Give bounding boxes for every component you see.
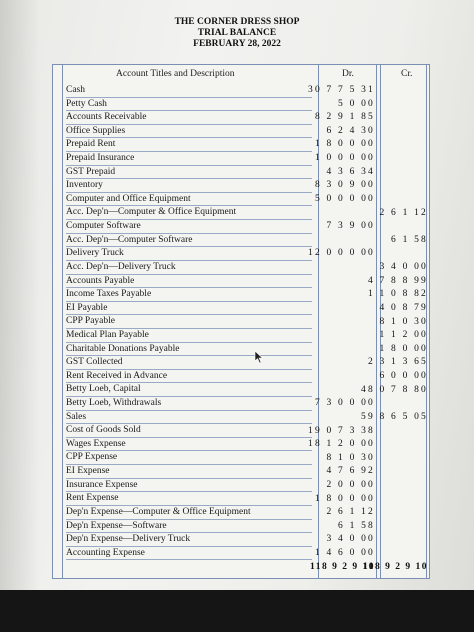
photo-edge-shadow <box>0 0 40 590</box>
account-row: Insurance Expense <box>66 479 312 493</box>
account-column-header: Account Titles and Description <box>116 69 235 79</box>
debit-amount: 6 1 58 <box>338 520 375 531</box>
account-row: Wages Expense <box>66 438 312 452</box>
account-row: Prepaid Rent <box>66 138 312 152</box>
debit-amount: 2 6 1 12 <box>326 507 375 518</box>
debit-amount: 1 4 6 0 00 <box>315 548 375 559</box>
account-row: Acc. Dep'n—Computer Software <box>66 234 312 248</box>
account-row: Charitable Donations Payable <box>66 343 312 357</box>
credit-amount: 1 8 0 00 <box>379 343 428 354</box>
account-row: Betty Loeb, Capital <box>66 383 312 397</box>
account-row: Acc. Dep'n—Delivery Truck <box>66 261 312 275</box>
company-name: THE CORNER DRESS SHOP <box>174 17 300 27</box>
credit-total: 118 9 2 9 10 <box>363 561 428 572</box>
account-row: Office Supplies <box>66 125 312 139</box>
account-row: EI Expense <box>66 465 312 479</box>
debit-amount: 1 8 0 0 00 <box>315 139 375 150</box>
credit-amount: 48 0 7 8 80 <box>361 384 428 395</box>
credit-amount: 59 8 6 5 05 <box>361 411 428 422</box>
credit-amount: 8 1 0 30 <box>379 316 428 327</box>
debit-amount: 3 4 0 00 <box>326 534 375 545</box>
account-row: Dep'n Expense—Software <box>66 520 312 534</box>
account-row: Delivery Truck <box>66 247 312 261</box>
account-row: Rent Received in Advance <box>66 370 312 384</box>
debit-amount: 4 7 6 92 <box>326 466 375 477</box>
account-row: Accounts Payable <box>66 275 312 289</box>
account-row: Acc. Dep'n—Computer & Office Equipment <box>66 206 312 220</box>
debit-amount: 6 2 4 30 <box>326 125 375 136</box>
credit-amount: 6 0 0 00 <box>379 371 428 382</box>
account-row: Dep'n Expense—Computer & Office Equipment <box>66 506 312 520</box>
account-row: Computer Software <box>66 220 312 234</box>
report-date: FEBRUARY 28, 2022 <box>193 39 281 49</box>
debit-column-header: Dr. <box>342 69 354 79</box>
debit-amount: 5 0 00 <box>338 98 375 109</box>
debit-amount: 30 7 7 5 31 <box>308 85 375 95</box>
credit-amount: 4 7 8 8 99 <box>368 275 428 286</box>
credit-column-header: Cr. <box>401 69 413 79</box>
account-row: GST Collected <box>66 356 312 370</box>
account-row: Cost of Goods Sold <box>66 424 312 438</box>
debit-amount: 19 0 7 3 38 <box>308 425 375 436</box>
debit-amount: 8 2 9 1 85 <box>315 112 375 123</box>
photo-dark-strip <box>0 590 474 632</box>
mouse-pointer-icon <box>254 350 264 364</box>
account-list <box>66 84 312 560</box>
credit-amount: 4 0 8 79 <box>379 302 428 313</box>
account-row: Accounts Receivable <box>66 111 312 125</box>
debit-amount: 8 1 0 30 <box>326 452 375 463</box>
account-row: Income Taxes Payable <box>66 288 312 302</box>
account-row: EI Payable <box>66 302 312 316</box>
account-row: Cash <box>66 84 312 98</box>
debit-amount: 1 0 0 0 00 <box>315 153 375 164</box>
debit-amount: 7 3 9 00 <box>326 221 375 232</box>
account-row: Medical Plan Payable <box>66 329 312 343</box>
account-row: Petty Cash <box>66 98 312 112</box>
credit-amount: 1 1 2 00 <box>379 330 428 341</box>
debit-amount: 2 0 0 00 <box>326 479 375 490</box>
debit-amount: 8 3 0 9 00 <box>315 180 375 191</box>
account-row: Sales <box>66 411 312 425</box>
account-row: Accounting Expense <box>66 547 312 561</box>
credit-amount: 3 4 0 00 <box>379 262 428 273</box>
credit-amount: 6 1 58 <box>391 234 428 245</box>
account-row: Prepaid Insurance <box>66 152 312 166</box>
debit-total: 118 9 2 9 10 <box>310 561 375 572</box>
account-row: Computer and Office Equipment <box>66 193 312 207</box>
account-row: Rent Expense <box>66 492 312 506</box>
account-row: CPP Payable <box>66 315 312 329</box>
debit-amount: 5 0 0 0 00 <box>315 193 375 204</box>
debit-amount: 12 0 0 0 00 <box>308 248 375 259</box>
account-row: Dep'n Expense—Delivery Truck <box>66 533 312 547</box>
debit-column-right-rule <box>376 64 377 579</box>
debit-amount: 7 3 0 0 00 <box>315 398 375 409</box>
credit-amount: 2 3 1 3 65 <box>368 357 428 368</box>
account-row: Inventory <box>66 179 312 193</box>
account-row: Betty Loeb, Withdrawals <box>66 397 312 411</box>
account-row: CPP Expense <box>66 451 312 465</box>
debit-amount: 4 3 6 34 <box>326 166 375 177</box>
account-row: GST Prepaid <box>66 166 312 180</box>
margin-line <box>62 64 63 579</box>
credit-amount: 2 6 1 12 <box>379 207 428 218</box>
debit-amount: 18 1 2 0 00 <box>308 439 375 450</box>
report-title: TRIAL BALANCE <box>197 28 277 38</box>
debit-amount: 1 8 0 0 00 <box>315 493 375 504</box>
credit-amount: 1 1 0 8 82 <box>368 289 428 300</box>
